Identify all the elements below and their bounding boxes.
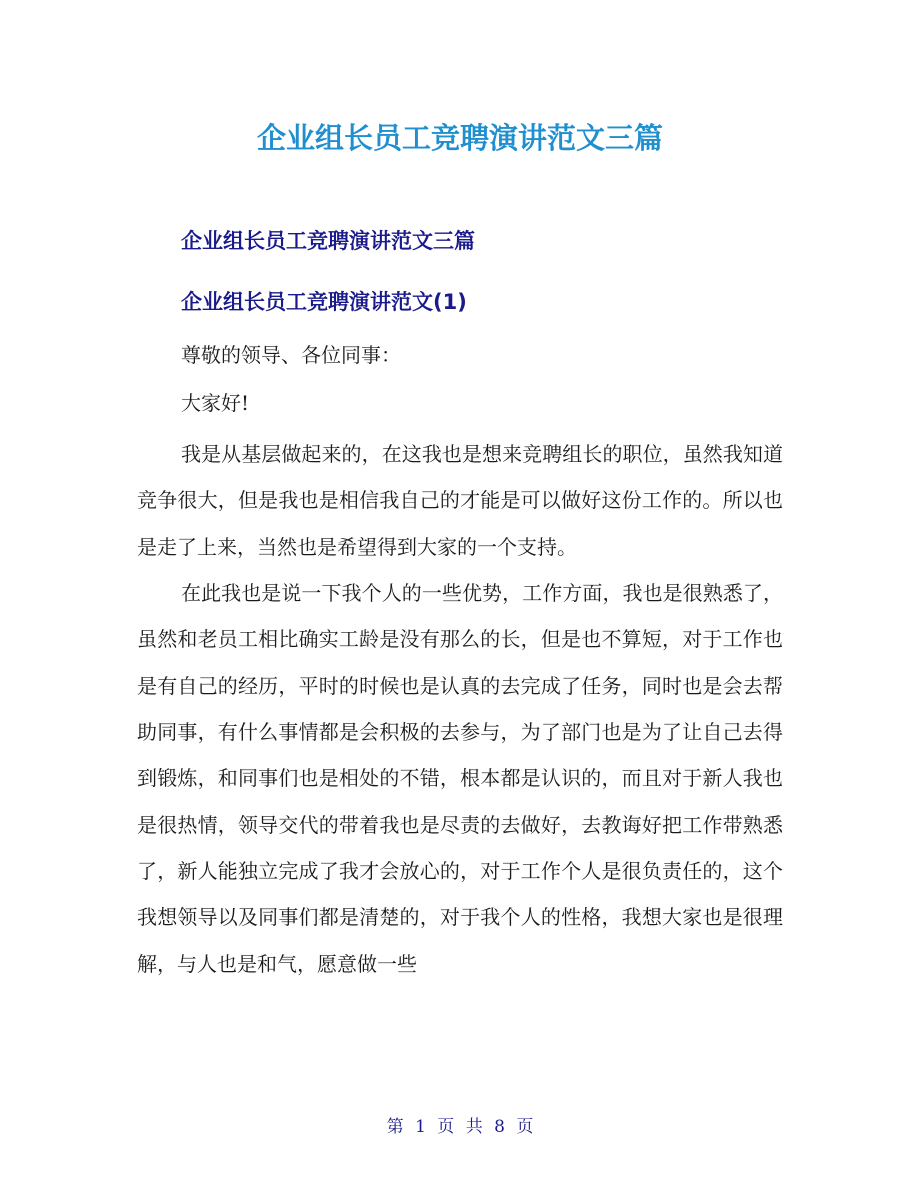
document-title: 企业组长员工竞聘演讲范文三篇 [256,121,663,155]
greeting: 大家好! [181,391,250,415]
section-heading: 企业组长员工竞聘演讲范文(1) [181,290,467,314]
salutation: 尊敬的领导、各位同事： [181,343,401,367]
body-text [137,431,783,987]
collection-heading: 企业组长员工竞聘演讲范文三篇 [181,229,475,253]
paragraph: 我是从基层做起来的，在这我也是想来竞聘组长的职位，虽然我知道竞争很大，但是我也是相信我自己的才能是可以做好这份工作的。所以也是走了上来，当然也是希望得到大家的一个支持。 [137,442,783,559]
paragraph: 在此我也是说一下我个人的一些优势，工作方面，我也是很熟悉了，虽然和老员工相比确实工龄是没有那么的长，但是也不算短，对于工作也是有自己的经历，平时的时候也是认真的去完成了任务，同时也是会去帮助同事，有什么事情都是会积极的去参与，为了部门也是为了让自己去得到锻炼，和同事们也是相处的不错，根本都是认识的，而且对于新人我也是很热情，领导交代的带着我也是尽责的去做好，去教诲好把工作带熟悉了，新人能独立完成了我才会放心的，对于工作个人是很负责任的，这个我想领导以及同事们都是清楚的，对于我个人的性格，我想大家也是很理解，与人也是和气，愿意做一些 [137,581,783,976]
page-footer: 第 1 页 共 8 页 [386,1117,534,1137]
